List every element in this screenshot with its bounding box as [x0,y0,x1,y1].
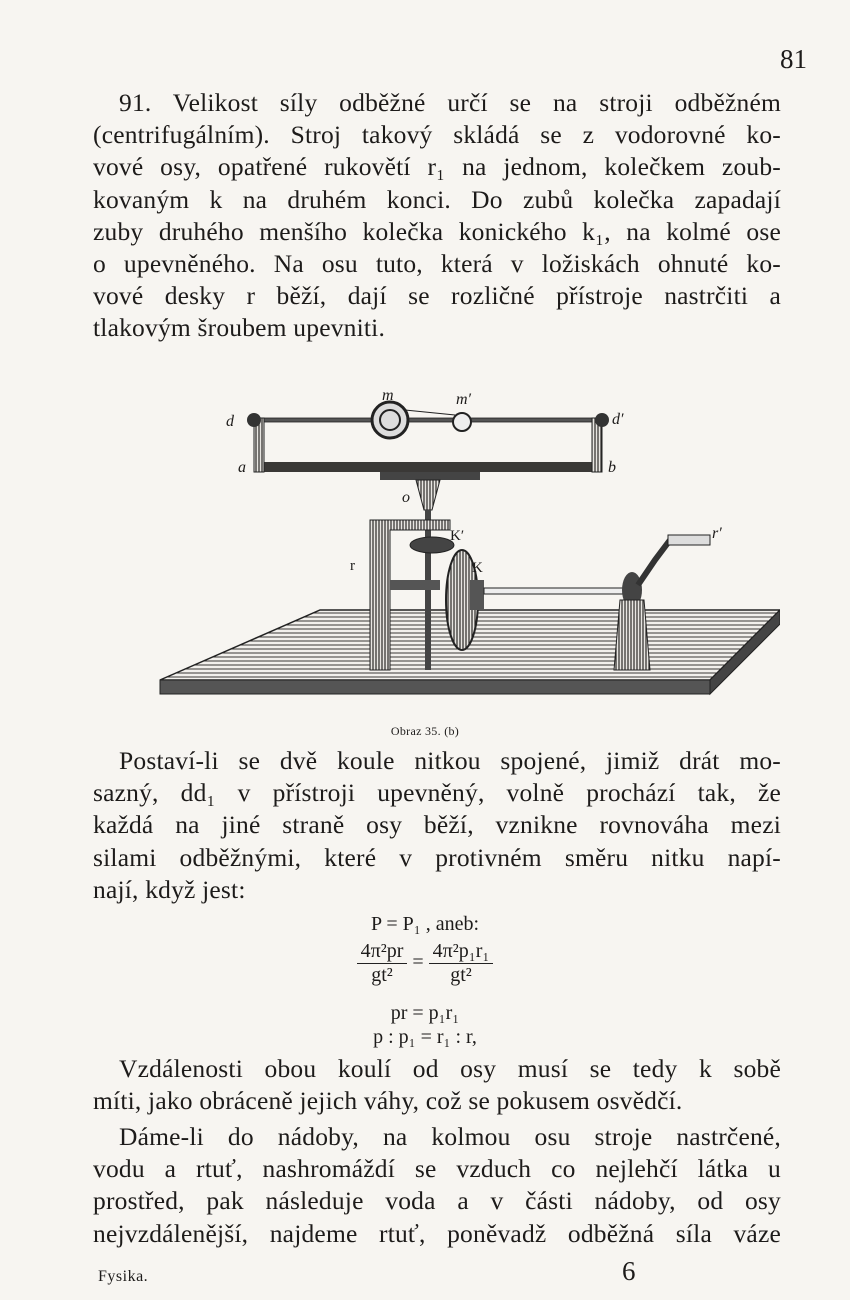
text-line: kovaným k na druhém konci. Do zubů kolečka zapadají [93,184,781,214]
label-m: m [382,387,394,404]
figure-caption: Obraz 35. (b) [390,724,460,738]
text-line: sazný, dd₁ v přístroji upevněný, volně prochází tak, že [93,778,781,808]
label-d: d [226,413,234,430]
text-line: prostřed, pak následuje voda a v části nádoby, od osy [93,1186,781,1216]
label-r-prime: r′ [712,525,722,542]
text-line: nají, když jest: [93,874,246,904]
text-line: silami odběžnými, které v protivném směru nitku napí- [93,842,781,872]
fraction-left: $\frac{\text{4π²pr}}{\text{gt²}}$ [357,940,408,987]
text-line: tlakovým šroubem upevniti. [93,313,386,343]
section-91-paragraph [93,87,781,345]
formula-line-1: P = P₁ , aneb: [370,913,480,935]
text-line: vodu a rtuť, nashromáždí se vzduch co nejlehčí látka u [93,1154,781,1184]
page-number: 81 [780,44,807,74]
text-line: Postaví-li se dvě koule nitkou spojené, jimiž drát mo- [119,746,781,775]
label-k-prime: K′ [450,528,465,544]
label-k: K [472,560,483,576]
formula-line-4: p : p₁ = r₁ : r, [373,1026,477,1048]
text-line: míti, jako obráceně jejich váhy, což se pokusem osvědčí. [93,1086,683,1116]
label-a: a [238,459,246,476]
text-line: o upevněného. Na osu tuto, která v ložiskách ohnuté ko- [93,249,781,279]
text-line: (centrifugálním). Stroj takový skládá se z vodorovné ko- [93,120,781,150]
paragraph-balls [93,745,781,906]
text-line: zuby druhého menšího kolečka konického k₁, na kolmé ose [93,216,781,246]
text-line: každá na jiné straně osy běží, vznikne rovnováha mezi [93,810,781,840]
label-m-prime: m′ [456,391,472,408]
fraction-right: $\frac{\text{4π²p₁r₁}}{\text{gt²}}$ [429,940,494,987]
label-o: o [402,489,410,506]
label-r: r [350,558,355,574]
footer-book-title: Fysika. [98,1268,149,1285]
label-b: b [608,459,616,476]
paragraph-distances [93,1053,781,1117]
centrifugal-machine-figure [150,380,780,710]
label-d-prime: d′ [612,411,624,428]
formula-fraction-equation [0,940,850,987]
formula-line-3: pr = p₁r₁ [390,1002,460,1024]
paragraph-vessel [93,1121,781,1250]
equals-sign: = [412,951,424,974]
text-line: nejvzdálenější, najdeme rtuť, poněvadž odběžná síla váze [93,1218,781,1248]
centrifugal-machine-illustration [150,380,780,710]
text-line: Vzdálenosti obou koulí od osy musí se tedy k sobě [119,1054,781,1083]
text-line: 91. Velikost síly odběžné určí se na stroji odběžném [119,88,781,117]
text-line: Dáme-li do nádoby, na kolmou osu stroje nastrčené, [119,1122,781,1151]
text-line: vové osy, opatřené rukovětí r₁ na jednom, kolečkem zoub- [93,152,781,182]
text-line: vové desky r běží, dají se rozličné přístroje nastrčiti a [93,281,781,311]
signature-number: 6 [622,1256,636,1286]
